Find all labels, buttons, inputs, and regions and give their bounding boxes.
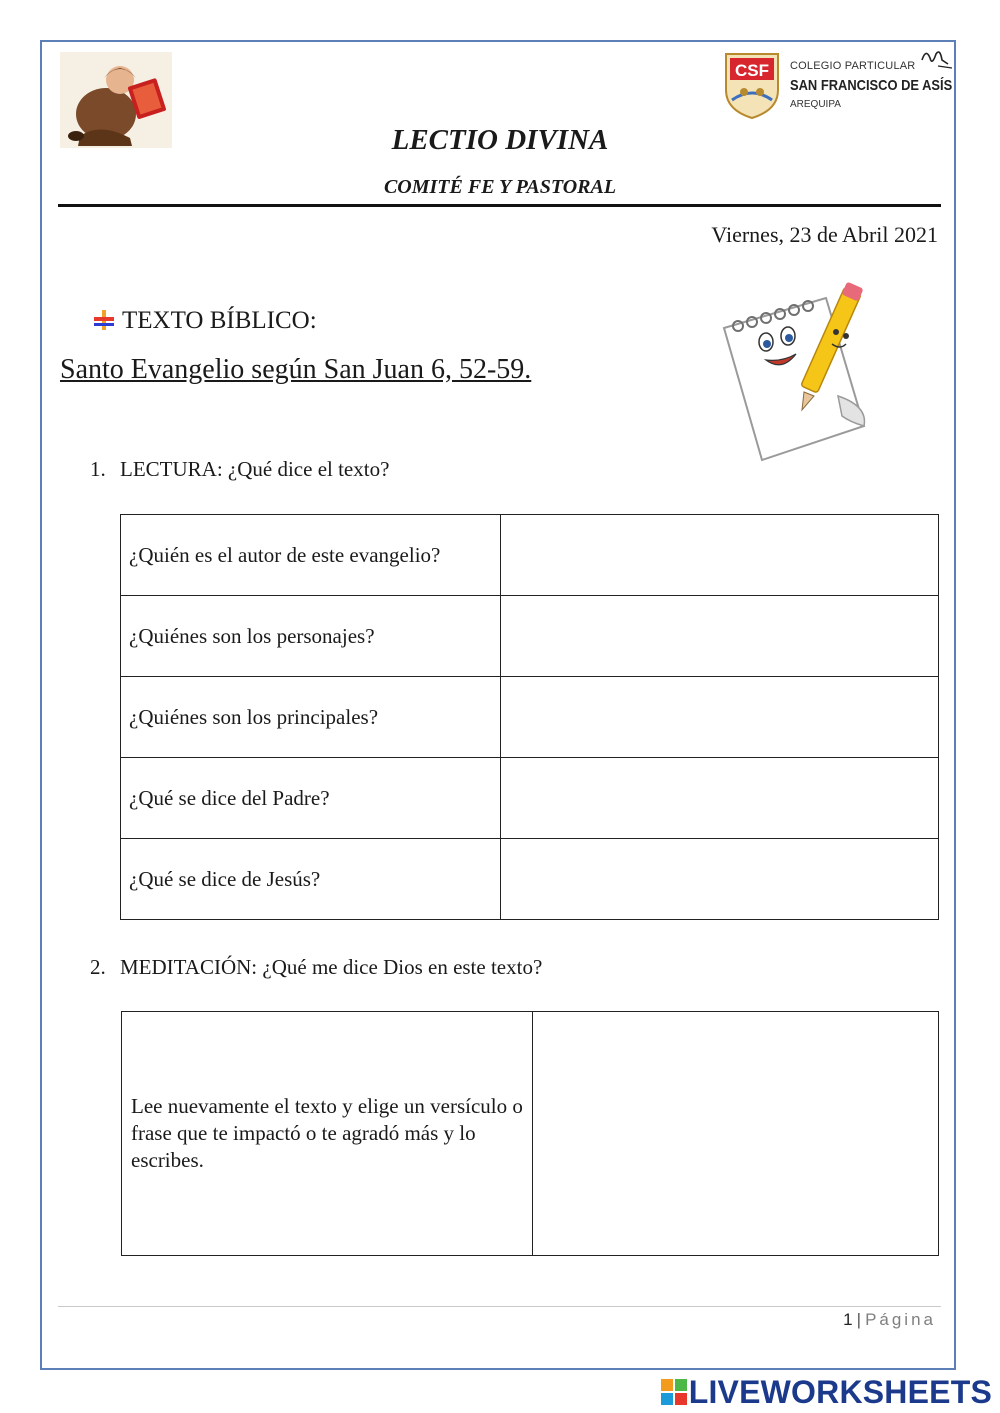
page-number: 1 <box>843 1310 853 1329</box>
section2-heading <box>90 955 542 980</box>
page-title: LECTIO DIVINA <box>391 124 609 156</box>
section2-title: MEDITACIÓN: ¿Qué me dice Dios en este texto? <box>120 955 543 979</box>
answer-cell[interactable] <box>501 758 939 839</box>
question-cell: ¿Qué se dice del Padre? <box>121 758 501 839</box>
footer-separator: | <box>856 1310 862 1329</box>
cross-bullet-icon <box>92 308 116 332</box>
table-row <box>121 596 939 677</box>
school-name: SAN FRANCISCO DE ASÍS <box>790 77 953 94</box>
lectura-table <box>120 514 939 920</box>
table-row <box>122 1012 939 1256</box>
brand-name: LIVEWORKSHEETS <box>688 1373 992 1410</box>
school-crest-logo <box>722 48 782 120</box>
signature-mark <box>918 46 954 72</box>
school-city: AREQUIPA <box>790 99 841 110</box>
biblical-text-heading: TEXTO BÍBLICO: <box>122 307 317 334</box>
question-cell: ¿Quién es el autor de este evangelio? <box>121 515 501 596</box>
question-cell: ¿Quiénes son los personajes? <box>121 596 501 677</box>
table-row <box>121 839 939 920</box>
meditation-answer-cell[interactable] <box>533 1012 939 1256</box>
table-row <box>121 677 939 758</box>
page-subtitle: COMITÉ FE Y PASTORAL <box>383 176 617 198</box>
header-divider <box>58 204 941 207</box>
footer-divider <box>58 1306 941 1307</box>
answer-cell[interactable] <box>501 596 939 677</box>
gospel-passage: Santo Evangelio según San Juan 6, 52-59. <box>60 354 532 385</box>
liveworksheets-brand[interactable] <box>661 1374 992 1410</box>
section1-title: LECTURA: ¿Qué dice el texto? <box>120 457 390 481</box>
table-row <box>121 758 939 839</box>
page-label: Página <box>865 1310 936 1329</box>
crest-letters: CSF <box>735 61 769 80</box>
page-footer <box>843 1310 936 1330</box>
date-line: Viernes, 23 de Abril 2021 <box>711 222 938 247</box>
answer-cell[interactable] <box>501 515 939 596</box>
answer-cell[interactable] <box>501 677 939 758</box>
question-cell: ¿Quiénes son los principales? <box>121 677 501 758</box>
liveworksheets-logo-icon <box>661 1379 687 1405</box>
table-row <box>121 515 939 596</box>
question-cell: ¿Qué se dice de Jesús? <box>121 839 501 920</box>
answer-cell[interactable] <box>501 839 939 920</box>
section2-number: 2. <box>90 955 106 979</box>
meditation-prompt-cell: Lee nuevamente el texto y elige un versículo o frase que te impactó o te agradó más y lo escribes. <box>122 1012 533 1256</box>
section1-heading <box>90 457 389 482</box>
section1-number: 1. <box>90 457 106 481</box>
notepad-pencil-illustration <box>718 276 888 468</box>
meditacion-table <box>121 1011 939 1256</box>
school-type: COLEGIO PARTICULAR <box>790 60 916 72</box>
